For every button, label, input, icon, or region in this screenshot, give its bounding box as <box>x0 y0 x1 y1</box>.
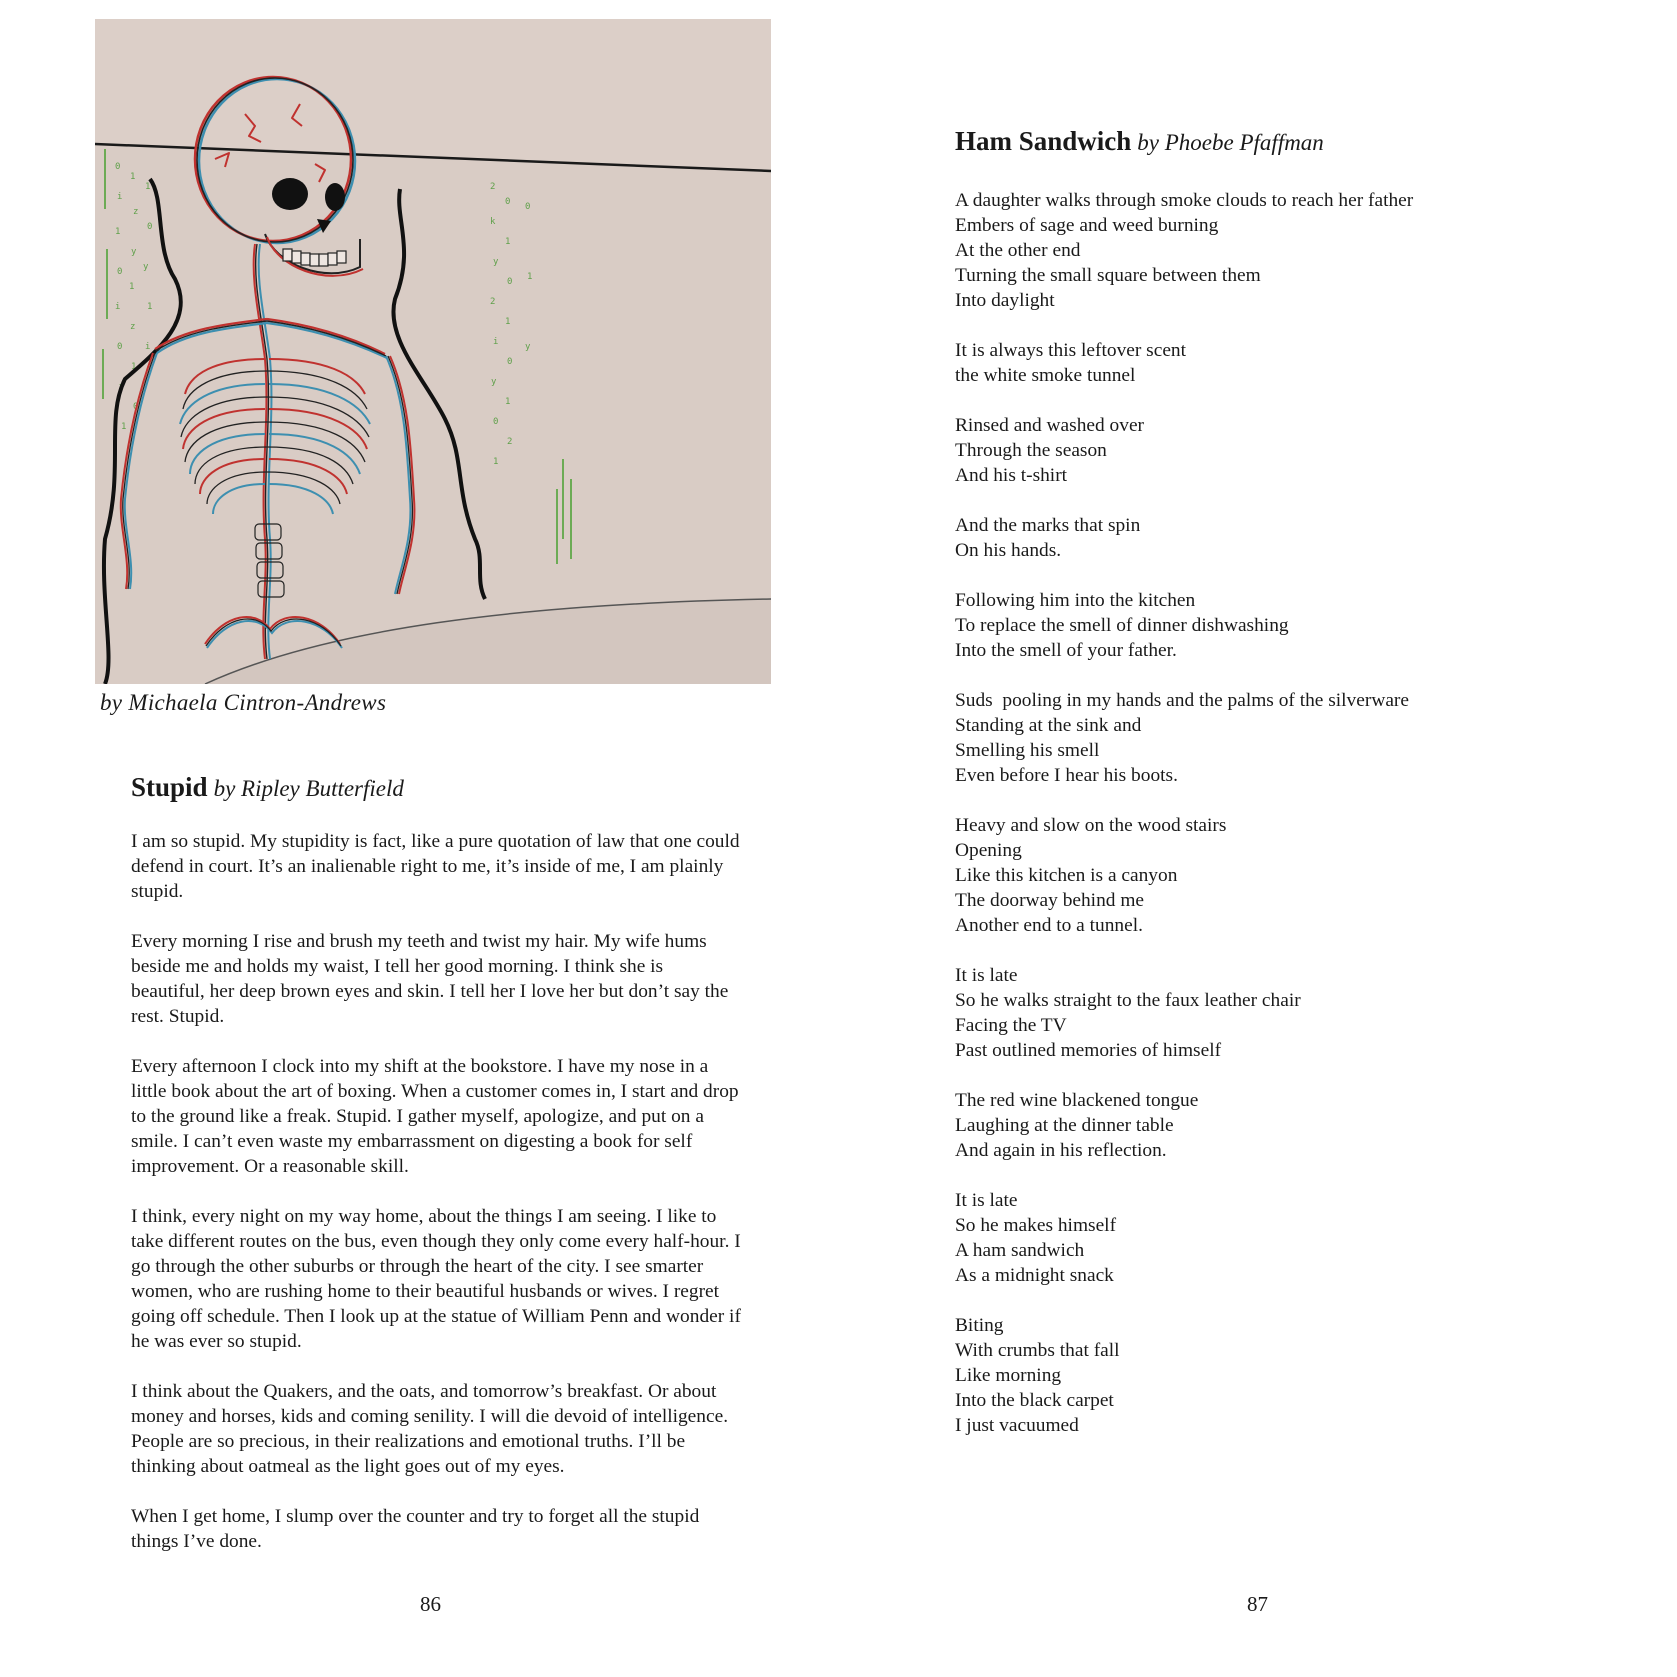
poem-stanza <box>955 1188 1515 1288</box>
poem-line: It is late <box>955 1190 1018 1211</box>
page-number-right: 87 <box>1247 1592 1268 1616</box>
story-title: Stupid <box>131 772 208 802</box>
poem-stanza <box>955 513 1515 563</box>
poem-line: And the marks that spin <box>955 515 1141 536</box>
svg-text:0: 0 <box>133 402 139 412</box>
ham-sandwich-title-line <box>955 126 1324 157</box>
skeleton-artwork <box>95 19 771 684</box>
poem-line: And his t-shirt <box>955 465 1068 486</box>
svg-text:1: 1 <box>505 317 511 327</box>
svg-text:y: y <box>525 342 531 352</box>
poem-stanza <box>955 1313 1515 1438</box>
art-caption: by Michaela Cintron-Andrews <box>100 690 387 715</box>
poem-line: I just vacuumed <box>955 1415 1079 1436</box>
svg-text:2: 2 <box>490 182 496 192</box>
page-number-left: 86 <box>420 1592 441 1616</box>
svg-text:1: 1 <box>493 457 499 467</box>
svg-text:0: 0 <box>117 342 123 352</box>
poem-stanza <box>955 588 1515 663</box>
poem-line: A ham sandwich <box>955 1240 1085 1261</box>
svg-text:z: z <box>130 322 136 332</box>
poem-stanza <box>955 813 1515 938</box>
story-paragraph: I think about the Quakers, and the oats, and tomorrow’s breakfast. Or about money and horses, kids and coming senility. I will die devoid of intelligence. People are so precious, in their realizations and emotional truths. I’ll be thinking about oatmeal as the light goes out of my eyes. <box>131 1381 729 1477</box>
poem-line: Into the black carpet <box>955 1390 1114 1411</box>
svg-text:0: 0 <box>507 357 513 367</box>
poem-line: So he makes himself <box>955 1215 1117 1236</box>
poem-line: To replace the smell of dinner dishwashing <box>955 615 1289 636</box>
stupid-title-line <box>131 772 404 803</box>
poem-byline: by Phoebe Pfaffman <box>1137 130 1324 155</box>
svg-text:1: 1 <box>527 272 533 282</box>
poem-stanza <box>955 963 1515 1063</box>
poem-line: Biting <box>955 1315 1004 1336</box>
poem-line: Another end to a tunnel. <box>955 915 1143 936</box>
svg-text:2: 2 <box>490 297 496 307</box>
story-byline: by Ripley Butterfield <box>213 776 404 801</box>
svg-text:0: 0 <box>147 222 153 232</box>
svg-text:0: 0 <box>505 197 511 207</box>
svg-text:1: 1 <box>121 422 127 432</box>
poem-line: On his hands. <box>955 540 1062 561</box>
story-paragraph: Every morning I rise and brush my teeth and twist my hair. My wife hums beside me and holds my waist, I tell her good morning. I think she is beautiful, her deep brown eyes and skin. I tell her I love her but don’t say the rest. Stupid. <box>131 931 729 1027</box>
poem-line: With crumbs that fall <box>955 1340 1120 1361</box>
svg-text:y: y <box>131 247 137 257</box>
poem-line: As a midnight snack <box>955 1265 1114 1286</box>
poem-line: Smelling his smell <box>955 740 1100 761</box>
svg-text:0: 0 <box>115 162 121 172</box>
poem-line: Like morning <box>955 1365 1062 1386</box>
poem-line: Through the season <box>955 440 1107 461</box>
svg-text:y: y <box>491 377 497 387</box>
story-body <box>131 829 741 1554</box>
poem-line: So he walks straight to the faux leather chair <box>955 990 1301 1011</box>
poem-line: A daughter walks through smoke clouds to reach her father <box>955 190 1414 211</box>
svg-text:y: y <box>493 257 499 267</box>
svg-text:1: 1 <box>131 362 137 372</box>
svg-text:0: 0 <box>507 277 513 287</box>
poem-line: Even before I hear his boots. <box>955 765 1178 786</box>
poem-stanza <box>955 688 1515 788</box>
svg-text:y: y <box>119 382 125 392</box>
poem-stanza <box>955 1088 1515 1163</box>
svg-text:0: 0 <box>525 202 531 212</box>
poem-line: Suds pooling in my hands and the palms of the silverware <box>955 690 1409 711</box>
svg-text:i: i <box>145 342 151 352</box>
story-paragraph: I think, every night on my way home, about the things I am seeing. I like to take different routes on the bus, even though they only come every half-hour. I go through the other suburbs or through the heart of the city. I see smarter women, who are rushing home to their beautiful husbands or wives. I regret going off schedule. Then I look up at the statue of William Penn and wonder if he was ever so stupid. <box>131 1206 741 1352</box>
svg-text:0: 0 <box>117 267 123 277</box>
poem-stanza <box>955 188 1515 313</box>
poem-line: The red wine blackened tongue <box>955 1090 1199 1111</box>
poem-line: Into the smell of your father. <box>955 640 1177 661</box>
svg-text:i: i <box>117 192 123 202</box>
poem-body <box>955 188 1515 1438</box>
story-paragraph: I am so stupid. My stupidity is fact, like a pure quotation of law that one could defend in court. It’s an inalienable right to me, it’s inside of me, I am plainly stupid. <box>131 831 740 902</box>
svg-text:z: z <box>133 207 139 217</box>
svg-text:1: 1 <box>505 237 511 247</box>
svg-text:1: 1 <box>129 282 135 292</box>
poem-line: Laughing at the dinner table <box>955 1115 1174 1136</box>
poem-line: It is always this leftover scent <box>955 340 1187 361</box>
poem-line: The doorway behind me <box>955 890 1145 911</box>
poem-line: Into daylight <box>955 290 1055 311</box>
poem-line: Standing at the sink and <box>955 715 1142 736</box>
story-paragraph: Every afternoon I clock into my shift at the bookstore. I have my nose in a little book about the art of boxing. When a customer comes in, I start and drop to the ground like a freak. Stupid. I gather myself, apologize, and put on a smile. I can’t even waste my embarrassment on digesting a book for self improvement. Or a reasonable skill. <box>131 1056 739 1177</box>
poem-line: It is late <box>955 965 1018 986</box>
svg-text:1: 1 <box>115 227 121 237</box>
svg-text:1: 1 <box>505 397 511 407</box>
story-paragraph: When I get home, I slump over the counter and try to forget all the stupid things I’ve done. <box>131 1506 700 1552</box>
svg-text:i: i <box>493 337 499 347</box>
poem-line: Following him into the kitchen <box>955 590 1196 611</box>
poem-line: Heavy and slow on the wood stairs <box>955 815 1227 836</box>
poem-line: Rinsed and washed over <box>955 415 1145 436</box>
poem-line: Turning the small square between them <box>955 265 1261 286</box>
svg-text:1: 1 <box>130 172 136 182</box>
poem-line: Opening <box>955 840 1022 861</box>
left-page <box>0 0 838 1677</box>
svg-text:1: 1 <box>145 182 151 192</box>
svg-text:0: 0 <box>493 417 499 427</box>
svg-text:1: 1 <box>147 302 153 312</box>
poem-stanza <box>955 338 1515 388</box>
poem-line: At the other end <box>955 240 1081 261</box>
poem-line: Like this kitchen is a canyon <box>955 865 1178 886</box>
poem-line: Facing the TV <box>955 1015 1067 1036</box>
svg-text:y: y <box>143 262 149 272</box>
poem-line: And again in his reflection. <box>955 1140 1167 1161</box>
poem-stanza <box>955 413 1515 488</box>
svg-text:i: i <box>115 302 121 312</box>
svg-text:k: k <box>490 217 496 227</box>
poem-line: Embers of sage and weed burning <box>955 215 1219 236</box>
skeleton-drawing <box>95 19 771 684</box>
poem-title: Ham Sandwich <box>955 126 1132 156</box>
poem-line: the white smoke tunnel <box>955 365 1136 386</box>
poem-line: Past outlined memories of himself <box>955 1040 1222 1061</box>
svg-text:2: 2 <box>507 437 513 447</box>
